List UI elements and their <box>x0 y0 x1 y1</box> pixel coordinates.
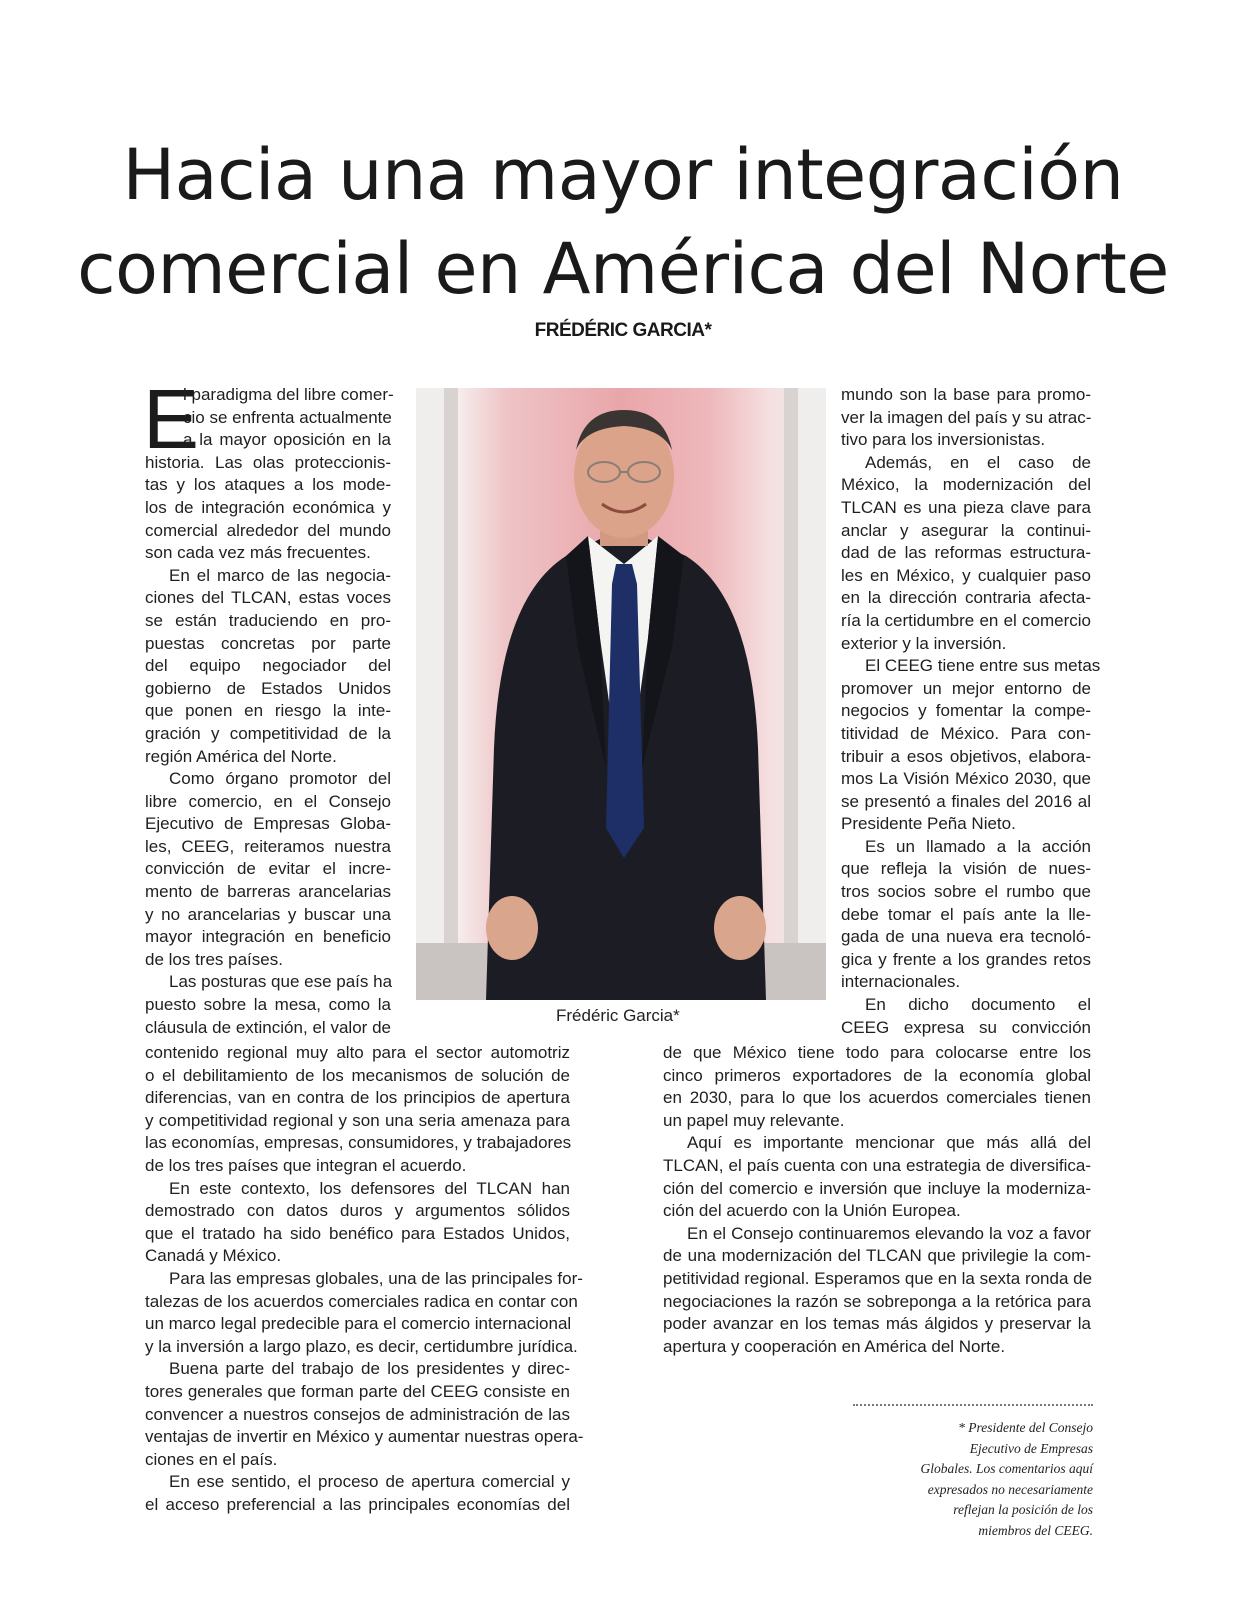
text-line: que el tratado ha sido benéfico para Estados Unidos, <box>145 1223 570 1243</box>
text-line: internacionales. <box>841 972 961 992</box>
text-line: mundo son la base para promo- <box>841 385 1091 404</box>
text-line: talezas de los acuerdos comerciales radica en contar con <box>145 1291 578 1311</box>
text-line: les, CEEG, reiteramos nuestra <box>145 836 391 856</box>
title-line-1: Hacia una mayor integración <box>122 134 1124 216</box>
text-line: demostrado con datos duros y argumentos sólidos <box>145 1201 570 1221</box>
text-line: Para las empresas globales, una de las principales for- <box>169 1268 583 1288</box>
footnote-line: reflejan la posición de los <box>953 1502 1093 1517</box>
text-line: Ejecutivo de Empresas Globa- <box>145 814 391 834</box>
text-line: negociaciones la razón se sobreponga a la retórica para <box>663 1291 1091 1311</box>
text-line: mos La Visión México 2030, que <box>841 769 1091 789</box>
footnote-line: * Presidente del Consejo <box>958 1420 1093 1435</box>
portrait-illustration <box>416 388 826 1000</box>
text-line: las economías, empresas, consumidores, y trabajadores <box>145 1133 572 1153</box>
text-column-4 <box>663 1042 1091 1358</box>
article-title <box>0 128 1246 316</box>
text-line: de los tres países que integran el acuerdo. <box>145 1155 467 1175</box>
drop-cap: E <box>143 372 200 466</box>
text-line: CEEG expresa su convicción <box>841 1017 1091 1037</box>
text-line: Como órgano promotor del <box>169 769 391 789</box>
text-line: gada de una nueva era tecnoló- <box>841 927 1091 947</box>
text-line: tivo para los inversionistas. <box>841 430 1046 450</box>
text-line: Además, en el caso de <box>865 452 1091 472</box>
footnote-line: Ejecutivo de Empresas <box>969 1440 1093 1456</box>
text-line: Buena parte del trabajo de los presidentes y direc- <box>169 1359 570 1379</box>
text-line: ciones del TLCAN, estas voces <box>145 588 391 608</box>
text-line: ver la imagen del país y su atrac- <box>841 407 1092 427</box>
text-line: En el marco de las negocia- <box>169 565 391 585</box>
text-line: dad de las reformas estructura- <box>841 543 1091 563</box>
footnote-line: expresados no necesariamente <box>927 1481 1093 1497</box>
text-line: un papel muy relevante. <box>663 1110 845 1130</box>
text-line: región América del Norte. <box>145 746 337 766</box>
text-line: convencer a nuestros consejos de administración de las <box>145 1404 570 1424</box>
text-line: anclar y asegurar la continui- <box>841 520 1091 540</box>
text-line: en 2030, para lo que los acuerdos comerciales tienen <box>663 1088 1091 1108</box>
text-line: mayor integración en beneficio <box>145 927 391 947</box>
text-line: puestas concretas por parte <box>145 633 391 653</box>
text-line: son cada vez más frecuentes. <box>145 543 371 563</box>
text-line: que ponen en riesgo la inte- <box>145 701 391 721</box>
footnote <box>853 1418 1093 1541</box>
footnote-line: Globales. Los comentarios aquí <box>920 1461 1093 1476</box>
text-line: mento de barreras arancelarias <box>145 882 391 902</box>
text-line: apertura y cooperación en América del Norte. <box>663 1336 1006 1356</box>
text-line: tores generales que forman parte del CEEG consiste en <box>145 1381 570 1401</box>
text-line: En el Consejo continuaremos elevando la voz a favor <box>687 1223 1091 1243</box>
text-line: En ese sentido, el proceso de apertura comercial y <box>169 1472 570 1492</box>
text-line: ción del acuerdo con la Unión Europea. <box>663 1201 961 1221</box>
text-line: de los tres países. <box>145 949 283 969</box>
text-line: Es un llamado a la acción <box>865 836 1091 856</box>
text-line: tribuir a esos objetivos, elabora- <box>841 746 1091 766</box>
text-line: y competitividad regional y son una seria amenaza para <box>145 1110 570 1130</box>
author-byline: FRÉDÉRIC GARCIA* <box>534 320 712 341</box>
text-column-3 <box>841 384 1101 1039</box>
text-line: en la dirección contraria afecta- <box>841 588 1091 608</box>
text-line: debe tomar el país ante la lle- <box>841 904 1091 924</box>
text-line: TLCAN, el país cuenta con una estrategia de diversifica- <box>663 1155 1091 1175</box>
photo-caption: Frédéric Garcia* <box>556 1006 680 1025</box>
text-line: un marco legal predecible para el comercio internacional <box>145 1314 572 1334</box>
text-line: Presidente Peña Nieto. <box>841 814 1016 834</box>
text-line: tros socios sobre el rumbo que <box>841 882 1091 902</box>
footnote-divider <box>853 1404 1093 1406</box>
text-line: El CEEG tiene entre sus metas <box>865 656 1101 676</box>
text-line: exterior y la inversión. <box>841 633 1007 653</box>
text-line: puesto sobre la mesa, como la <box>145 995 391 1015</box>
text-line: TLCAN es una pieza clave para <box>841 497 1091 517</box>
text-line: En este contexto, los defensores del TLCAN han <box>169 1178 570 1198</box>
author-photo <box>416 388 826 1000</box>
text-line: diferencias, van en contra de los principios de apertura <box>145 1088 570 1108</box>
text-line: y no arancelarias y buscar una <box>145 904 391 924</box>
text-line: ciones en el país. <box>145 1449 278 1469</box>
text-line: los de integración económica y <box>145 497 391 517</box>
text-line: promover un mejor entorno de <box>841 678 1091 698</box>
text-line: petitividad regional. Esperamos que en la sexta ronda de <box>663 1268 1093 1288</box>
text-line: titividad de México. Para con- <box>841 723 1091 743</box>
text-line: cinco primeros exportadores de la economía global <box>663 1065 1091 1085</box>
text-line: gobierno de Estados Unidos <box>145 678 391 698</box>
text-line: ría la certidumbre en el comercio <box>841 610 1091 630</box>
text-line: del equipo negociador del <box>145 656 391 676</box>
text-line: de una modernización del TLCAN que privilegie la com- <box>663 1246 1091 1266</box>
text-line: l paradigma del libre comer- <box>183 385 394 404</box>
text-line: ción del comercio e inversión que incluye la moderniza- <box>663 1178 1091 1198</box>
text-line: a la mayor oposición en la <box>183 430 391 450</box>
text-line: se están traduciendo en pro- <box>145 610 391 630</box>
text-line: y la inversión a largo plazo, es decir, certidumbre jurídica. <box>145 1336 578 1356</box>
text-line: México, la modernización del <box>841 475 1091 495</box>
text-line: cláusula de extinción, el valor de <box>145 1017 391 1037</box>
footnote-line: miembros del CEEG. <box>978 1522 1093 1538</box>
text-line: o el debilitamiento de los mecanismos de solución de <box>145 1065 570 1085</box>
text-line: Aquí es importante mencionar que más allá del <box>687 1133 1091 1153</box>
text-line: tas y los ataques a los mode- <box>145 475 391 495</box>
text-column-1 <box>145 384 394 1039</box>
text-line: les en México, y cualquier paso <box>841 565 1091 585</box>
text-line: poder avanzar en los temas más álgidos y preservar la <box>663 1314 1091 1334</box>
text-line: cio se enfrenta actualmente <box>183 407 392 427</box>
text-line: Las posturas que ese país ha <box>169 972 393 992</box>
text-line: gica y frente a los grandes retos <box>841 949 1091 969</box>
text-line: historia. Las olas proteccionis- <box>145 452 391 472</box>
text-line: ventajas de invertir en México y aumentar nuestras opera- <box>145 1427 584 1447</box>
text-line: Canadá y México. <box>145 1246 282 1266</box>
text-line: que refleja la visión de nues- <box>841 859 1091 879</box>
text-line: se presentó a finales del 2016 al <box>841 791 1091 811</box>
text-column-2 <box>145 1042 584 1516</box>
text-line: de que México tiene todo para colocarse entre los <box>663 1043 1091 1062</box>
text-line: contenido regional muy alto para el sector automotriz <box>145 1043 570 1062</box>
text-line: negocios y fomentar la compe- <box>841 701 1091 721</box>
text-line: En dicho documento el <box>865 995 1091 1015</box>
text-line: el acceso preferencial a las principales economías del <box>145 1494 570 1514</box>
text-line: convicción de evitar el incre- <box>145 859 391 879</box>
text-line: gración y competitividad de la <box>145 723 391 743</box>
title-line-2: comercial en América del Norte <box>77 228 1169 310</box>
text-line: comercial alrededor del mundo <box>145 520 391 540</box>
text-line: libre comercio, en el Consejo <box>145 791 391 811</box>
